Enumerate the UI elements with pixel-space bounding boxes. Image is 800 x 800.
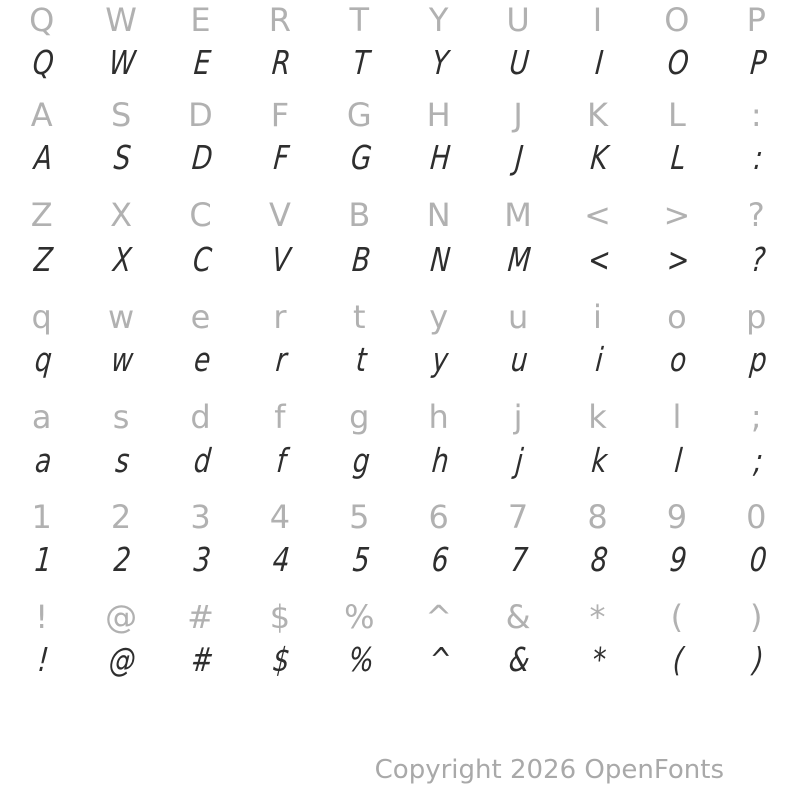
specimen-glyph: 3 <box>192 540 213 579</box>
reference-glyph: G <box>346 96 372 134</box>
reference-glyph: H <box>426 96 451 134</box>
specimen-glyph: V <box>270 240 293 279</box>
reference-glyph: 9 <box>666 498 688 536</box>
specimen-glyph: W <box>108 43 138 82</box>
specimen-glyph: g <box>350 441 372 480</box>
reference-glyph: i <box>593 298 602 336</box>
specimen-glyph: e <box>192 340 212 379</box>
reference-glyph: I <box>592 1 603 39</box>
reference-glyph: r <box>273 298 287 336</box>
reference-glyph: L <box>667 96 686 134</box>
reference-glyph: Q <box>29 1 55 39</box>
specimen-glyph: d <box>192 441 213 480</box>
reference-glyph: Y <box>428 1 449 39</box>
specimen-glyph-row <box>2 640 796 680</box>
reference-glyph: V <box>268 196 291 234</box>
specimen-glyph: @ <box>107 640 138 679</box>
reference-glyph: 4 <box>269 498 291 536</box>
specimen-glyph: u <box>509 340 530 379</box>
reference-glyph: M <box>504 196 532 234</box>
specimen-glyph: 6 <box>430 540 451 579</box>
reference-glyph: S <box>110 96 132 134</box>
reference-glyph: Z <box>30 196 53 234</box>
specimen-glyph: s <box>114 441 132 480</box>
reference-glyph: y <box>429 298 449 336</box>
reference-glyph: F <box>270 96 290 134</box>
specimen-glyph: ? <box>749 240 767 279</box>
reference-glyph-row <box>2 497 796 537</box>
specimen-glyph-row <box>2 138 796 178</box>
specimen-glyph: D <box>190 138 215 177</box>
reference-glyph: W <box>105 1 137 39</box>
specimen-glyph: : <box>751 138 765 177</box>
reference-glyph: 1 <box>31 498 52 536</box>
reference-glyph-row <box>2 95 796 135</box>
specimen-glyph: $ <box>271 640 292 679</box>
specimen-glyph: & <box>507 640 532 679</box>
specimen-glyph: N <box>428 240 452 279</box>
reference-glyph: K <box>587 96 608 134</box>
reference-glyph: : <box>750 96 762 134</box>
specimen-glyph: 0 <box>747 540 769 579</box>
reference-glyph: * <box>589 598 606 636</box>
specimen-glyph: k <box>589 441 609 480</box>
reference-glyph: O <box>664 1 690 39</box>
specimen-glyph: 7 <box>509 540 530 579</box>
specimen-glyph: K <box>588 138 610 177</box>
reference-glyph: B <box>348 196 371 234</box>
specimen-glyph-row <box>2 540 796 580</box>
specimen-glyph: ; <box>751 441 765 480</box>
reference-glyph: R <box>268 1 291 39</box>
reference-glyph: P <box>746 1 766 39</box>
reference-glyph-row <box>2 0 796 40</box>
specimen-glyph: B <box>350 240 372 279</box>
specimen-glyph-row <box>2 43 796 83</box>
reference-glyph: # <box>187 598 214 636</box>
specimen-glyph: G <box>349 138 373 177</box>
specimen-glyph: C <box>191 240 214 279</box>
specimen-glyph: * <box>590 640 608 679</box>
specimen-glyph: M <box>506 240 533 279</box>
specimen-glyph: L <box>669 138 688 177</box>
reference-glyph: $ <box>269 598 291 636</box>
specimen-glyph: ) <box>751 640 765 679</box>
specimen-glyph: 1 <box>33 540 54 579</box>
specimen-glyph: A <box>32 138 55 177</box>
specimen-glyph: E <box>192 43 213 82</box>
specimen-glyph-row <box>2 240 796 280</box>
specimen-glyph: a <box>33 441 54 480</box>
specimen-glyph: o <box>668 340 689 379</box>
reference-glyph: u <box>507 298 529 336</box>
reference-glyph: k <box>588 398 607 436</box>
reference-glyph: ) <box>750 598 763 636</box>
specimen-glyph: p <box>747 340 769 379</box>
reference-glyph: h <box>428 398 449 436</box>
reference-glyph: A <box>30 96 53 134</box>
reference-glyph-row <box>2 597 796 637</box>
specimen-glyph: r <box>274 340 289 379</box>
specimen-glyph: q <box>33 340 54 379</box>
reference-glyph: E <box>190 1 211 39</box>
reference-glyph: > <box>663 196 691 234</box>
specimen-glyph: t <box>354 340 368 379</box>
specimen-glyph-row <box>2 441 796 481</box>
reference-glyph: < <box>584 196 611 234</box>
reference-glyph: ! <box>35 598 49 636</box>
reference-glyph: j <box>513 398 523 436</box>
specimen-glyph: i <box>593 340 605 379</box>
reference-glyph: 0 <box>746 498 767 536</box>
specimen-glyph: S <box>112 138 133 177</box>
reference-glyph-row <box>2 397 796 437</box>
specimen-glyph: ^ <box>427 640 454 679</box>
specimen-glyph: R <box>270 43 293 82</box>
specimen-glyph: < <box>586 240 612 279</box>
specimen-glyph: I <box>593 43 605 82</box>
specimen-glyph: X <box>112 240 134 279</box>
reference-glyph: X <box>110 196 133 234</box>
specimen-glyph: f <box>275 441 288 480</box>
specimen-glyph: % <box>346 640 376 679</box>
reference-glyph: ^ <box>425 598 453 636</box>
reference-glyph: N <box>426 196 451 234</box>
specimen-glyph: Y <box>430 43 451 82</box>
specimen-glyph: l <box>673 441 684 480</box>
specimen-glyph: U <box>508 43 532 82</box>
reference-glyph: % <box>344 598 375 636</box>
reference-glyph: q <box>31 298 52 336</box>
reference-glyph: 3 <box>190 498 211 536</box>
reference-glyph: l <box>672 398 682 436</box>
specimen-glyph: > <box>665 240 692 279</box>
specimen-glyph-row <box>2 340 796 380</box>
specimen-glyph: ( <box>671 640 686 679</box>
reference-glyph: p <box>746 298 767 336</box>
specimen-glyph: 9 <box>668 540 689 579</box>
specimen-glyph: P <box>748 43 768 82</box>
reference-glyph: & <box>505 598 531 636</box>
reference-glyph: ? <box>747 196 765 234</box>
reference-glyph: D <box>188 96 213 134</box>
reference-glyph: 7 <box>507 498 529 536</box>
specimen-glyph: J <box>514 138 526 177</box>
specimen-glyph: 2 <box>112 540 133 579</box>
copyright-text: Copyright 2026 OpenFonts <box>374 755 724 785</box>
specimen-glyph: w <box>110 340 136 379</box>
reference-glyph: t <box>353 298 366 336</box>
specimen-glyph: T <box>351 43 371 82</box>
specimen-glyph: y <box>430 340 450 379</box>
reference-glyph: s <box>112 398 130 436</box>
reference-glyph: C <box>189 196 212 234</box>
reference-glyph: d <box>190 398 211 436</box>
reference-glyph: 8 <box>587 498 608 536</box>
reference-glyph: f <box>274 398 286 436</box>
specimen-glyph: 4 <box>271 540 292 579</box>
reference-glyph: ; <box>750 398 762 436</box>
reference-glyph: T <box>349 1 370 39</box>
reference-glyph: e <box>190 298 211 336</box>
reference-glyph: ( <box>670 598 684 636</box>
reference-glyph: U <box>506 1 530 39</box>
reference-glyph: o <box>667 298 687 336</box>
reference-glyph: a <box>31 398 52 436</box>
specimen-glyph: 5 <box>350 540 372 579</box>
reference-glyph: 5 <box>349 498 370 536</box>
specimen-glyph: # <box>189 640 215 679</box>
reference-glyph-row <box>2 195 796 235</box>
specimen-glyph: ! <box>36 640 51 679</box>
reference-glyph: @ <box>105 598 138 636</box>
specimen-glyph: H <box>428 138 452 177</box>
specimen-glyph: Z <box>32 240 55 279</box>
reference-glyph: 2 <box>110 498 132 536</box>
specimen-glyph: Q <box>31 43 56 82</box>
reference-glyph-row <box>2 297 796 337</box>
reference-glyph: J <box>513 96 523 134</box>
specimen-glyph: j <box>514 441 526 480</box>
reference-glyph: 6 <box>428 498 449 536</box>
specimen-glyph: 8 <box>589 540 610 579</box>
specimen-glyph: h <box>430 441 451 480</box>
specimen-glyph: F <box>272 138 291 177</box>
reference-glyph: g <box>349 398 370 436</box>
specimen-glyph: O <box>666 43 691 82</box>
reference-glyph: w <box>108 298 135 336</box>
